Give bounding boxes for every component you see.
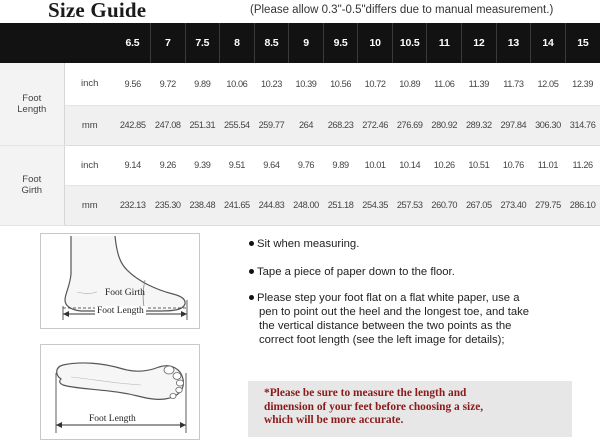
foot-girth-label-line1: Foot (22, 174, 42, 185)
measurement-note: (Please allow 0.3"-0.5"differs due to manual measurement.) (250, 4, 554, 16)
table-cell: 286.10 (565, 185, 600, 225)
size-header: 6.5 (115, 23, 151, 63)
table-cell: 242.85 (115, 105, 151, 145)
table-cell: 12.39 (565, 63, 600, 105)
bullet-icon (249, 269, 254, 274)
instruction-item: Sit when measuring. (249, 238, 359, 251)
foot-length-inch-row (0, 63, 600, 105)
foot-length-label-line1: Foot (22, 92, 42, 104)
table-cell: 9.89 (185, 63, 220, 105)
bullet-icon (249, 241, 254, 246)
table-cell: 235.30 (150, 185, 185, 225)
table-cell: 238.48 (185, 185, 220, 225)
unit-label: inch (64, 63, 115, 105)
size-header: 12 (462, 23, 497, 63)
table-cell: 264 (289, 105, 324, 145)
table-cell: 244.83 (254, 185, 289, 225)
table-cell: 9.64 (254, 145, 289, 185)
foot-length-caption: Foot Length (97, 306, 144, 316)
foot-length-label-line2: Length (17, 103, 47, 115)
size-header: 7 (150, 23, 185, 63)
unit-label: mm (64, 185, 115, 225)
table-cell: 10.72 (358, 63, 393, 105)
table-cell: 248.00 (289, 185, 324, 225)
measurement-warning (248, 381, 572, 437)
table-cell: 251.18 (323, 185, 358, 225)
table-cell: 9.72 (150, 63, 185, 105)
table-cell: 255.54 (220, 105, 255, 145)
foot-girth-inch-row (0, 145, 600, 185)
table-cell: 10.76 (496, 145, 531, 185)
table-cell: 11.06 (427, 63, 462, 105)
foot-girth-mm-row (0, 185, 600, 225)
table-cell: 10.56 (323, 63, 358, 105)
table-cell: 297.84 (496, 105, 531, 145)
foot-length-mm-row (0, 105, 600, 145)
table-cell: 11.73 (496, 63, 531, 105)
table-cell: 267.05 (462, 185, 497, 225)
foot-girth-label (0, 145, 64, 225)
table-cell: 251.31 (185, 105, 220, 145)
table-cell: 260.70 (427, 185, 462, 225)
instruction-item-line: the vertical distance between the two points as the (259, 320, 512, 332)
size-header: 10 (358, 23, 393, 63)
table-cell: 9.39 (185, 145, 220, 185)
table-cell: 306.30 (531, 105, 566, 145)
table-cell: 289.32 (462, 105, 497, 145)
size-header-row (0, 23, 600, 63)
table-cell: 254.35 (358, 185, 393, 225)
table-cell: 280.92 (427, 105, 462, 145)
instruction-item: Tape a piece of paper down to the floor. (249, 266, 455, 279)
table-cell: 247.08 (150, 105, 185, 145)
warning-text: *Please be sure to measure the length and dimension of your feet before choosing a size, which will be more accurate. (264, 387, 484, 426)
sole-length-caption: Foot Length (89, 414, 136, 424)
foot-girth-label-line2: Girth (21, 185, 43, 196)
table-cell: 10.26 (427, 145, 462, 185)
size-header: 9.5 (323, 23, 358, 63)
foot-length-label (0, 63, 64, 145)
instruction-item-line: pen to point out the heel and the longest toe, and take (259, 306, 530, 318)
unit-label: inch (64, 145, 115, 185)
foot-side-diagram (40, 233, 200, 329)
page-title: Size Guide (48, 0, 147, 22)
instruction-item-line: correct foot length (see the left image for details); (259, 334, 505, 346)
foot-sole-diagram (40, 344, 200, 440)
table-cell: 272.46 (358, 105, 393, 145)
size-header: 10.5 (392, 23, 427, 63)
table-cell: 9.56 (115, 63, 151, 105)
table-cell: 273.40 (496, 185, 531, 225)
size-header: 11 (427, 23, 462, 63)
size-table (0, 23, 600, 226)
table-cell: 279.75 (531, 185, 566, 225)
size-header: 8.5 (254, 23, 289, 63)
table-cell: 10.14 (392, 145, 427, 185)
table-cell: 10.51 (462, 145, 497, 185)
unit-label: mm (64, 105, 115, 145)
table-cell: 9.51 (220, 145, 255, 185)
table-cell: 232.13 (115, 185, 151, 225)
size-header: 13 (496, 23, 531, 63)
table-cell: 12.05 (531, 63, 566, 105)
table-cell: 10.01 (358, 145, 393, 185)
table-cell: 10.23 (254, 63, 289, 105)
table-cell: 9.26 (150, 145, 185, 185)
table-cell: 10.39 (289, 63, 324, 105)
instruction-item: Please step your foot flat on a flat white paper, use a (249, 292, 520, 305)
size-header: 9 (289, 23, 324, 63)
foot-sole-illustration (41, 345, 201, 441)
table-cell: 268.23 (323, 105, 358, 145)
size-header: 7.5 (185, 23, 220, 63)
size-header: 15 (565, 23, 600, 63)
header-blank (64, 23, 115, 63)
table-cell: 259.77 (254, 105, 289, 145)
table-cell: 257.53 (392, 185, 427, 225)
table-cell: 314.76 (565, 105, 600, 145)
table-cell: 11.01 (531, 145, 566, 185)
table-cell: 9.14 (115, 145, 151, 185)
table-cell: 11.39 (462, 63, 497, 105)
table-cell: 9.89 (323, 145, 358, 185)
table-cell: 10.06 (220, 63, 255, 105)
table-cell: 11.26 (565, 145, 600, 185)
table-cell: 241.65 (220, 185, 255, 225)
foot-girth-caption: Foot Girth (105, 288, 145, 298)
table-cell: 9.76 (289, 145, 324, 185)
table-cell: 10.89 (392, 63, 427, 105)
size-header: 8 (220, 23, 255, 63)
header-blank (0, 23, 64, 63)
size-header: 14 (531, 23, 566, 63)
bullet-icon (249, 295, 254, 300)
table-cell: 276.69 (392, 105, 427, 145)
